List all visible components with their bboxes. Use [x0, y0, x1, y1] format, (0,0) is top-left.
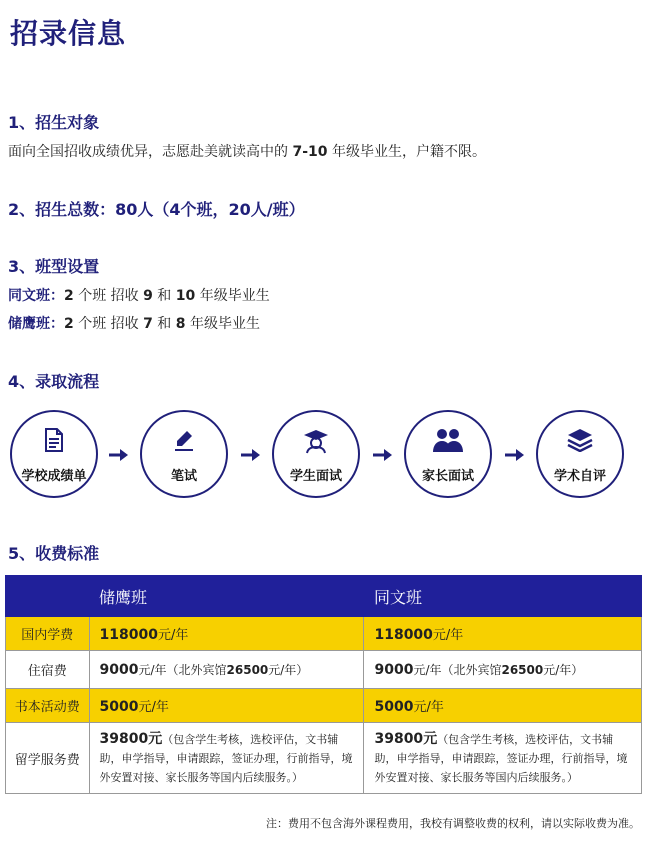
- row-label: 书本活动费: [6, 689, 90, 723]
- section-5-heading: 5、收费标准: [8, 544, 100, 563]
- table-row: [6, 651, 642, 689]
- class-row-chuying: 储鹰班：2 个班 招收 7 和 8 年级毕业生: [8, 316, 260, 332]
- cell: 118000元/年: [89, 617, 364, 651]
- cell: 9000元/年（北外宾馆26500元/年）: [89, 651, 364, 689]
- step-label: 学校成绩单: [21, 469, 87, 484]
- fee-table: [5, 575, 642, 794]
- cell: 39800元（包含学生考核，选校评估，文书辅助，申学指导，申请跟踪，签证办理，行前指导，境外安置对接、家长服务等国内后续服务。）: [364, 723, 642, 794]
- fee-note: 注：费用不包含海外课程费用，我校有调整收费的权利，请以实际收费为准。: [266, 817, 640, 830]
- section-3-heading: 3、班型设置: [8, 257, 100, 276]
- step-academic-self-evaluation: [536, 410, 624, 498]
- layers-icon: [567, 428, 593, 452]
- class-row-tongwen: 同文班：2 个班 招收 9 和 10 年级毕业生: [8, 288, 270, 304]
- parents-icon: [433, 428, 463, 452]
- graduate-icon: [303, 428, 329, 454]
- arrow-right-icon: [504, 448, 526, 462]
- section-1-text: 面向全国招收成绩优异，志愿赴美就读高中的 7-10 年级毕业生，户籍不限。: [8, 144, 486, 160]
- step-label: 学生面试: [289, 469, 342, 484]
- table-row: [6, 723, 642, 794]
- admission-flow: [0, 410, 650, 502]
- pen-icon: [172, 428, 196, 452]
- cell: 39800元（包含学生考核，选校评估，文书辅助，申学指导，申请跟踪，签证办理，行前指导，境外安置对接、家长服务等国内后续服务。）: [89, 723, 364, 794]
- header-chuying: 储鹰班: [89, 576, 364, 617]
- table-header: [6, 576, 642, 617]
- step-student-interview: [272, 410, 360, 498]
- arrow-right-icon: [240, 448, 262, 462]
- cell: 5000元/年: [364, 689, 642, 723]
- table-row: [6, 617, 642, 651]
- section-4-heading: 4、录取流程: [8, 372, 100, 391]
- page-title: 招录信息: [10, 17, 127, 50]
- step-label: 笔试: [170, 469, 197, 484]
- arrow-right-icon: [372, 448, 394, 462]
- cell: 118000元/年: [364, 617, 642, 651]
- row-label: 留学服务费: [6, 723, 90, 794]
- step-parent-interview: [404, 410, 492, 498]
- cell: 5000元/年: [89, 689, 364, 723]
- arrow-right-icon: [108, 448, 130, 462]
- section-1-heading: 1、招生对象: [8, 113, 100, 132]
- row-label: 住宿费: [6, 651, 90, 689]
- step-written-test: [140, 410, 228, 498]
- step-transcript: [10, 410, 98, 498]
- section-2-heading: 2、招生总数：80人（4个班，20人/班）: [8, 200, 305, 219]
- step-label: 学术自评: [553, 469, 606, 484]
- cell: 9000元/年（北外宾馆26500元/年）: [364, 651, 642, 689]
- header-empty: [6, 576, 90, 617]
- document-icon: [44, 428, 64, 452]
- header-tongwen: 同文班: [364, 576, 642, 617]
- table-row: [6, 689, 642, 723]
- step-label: 家长面试: [421, 469, 474, 484]
- row-label: 国内学费: [6, 617, 90, 651]
